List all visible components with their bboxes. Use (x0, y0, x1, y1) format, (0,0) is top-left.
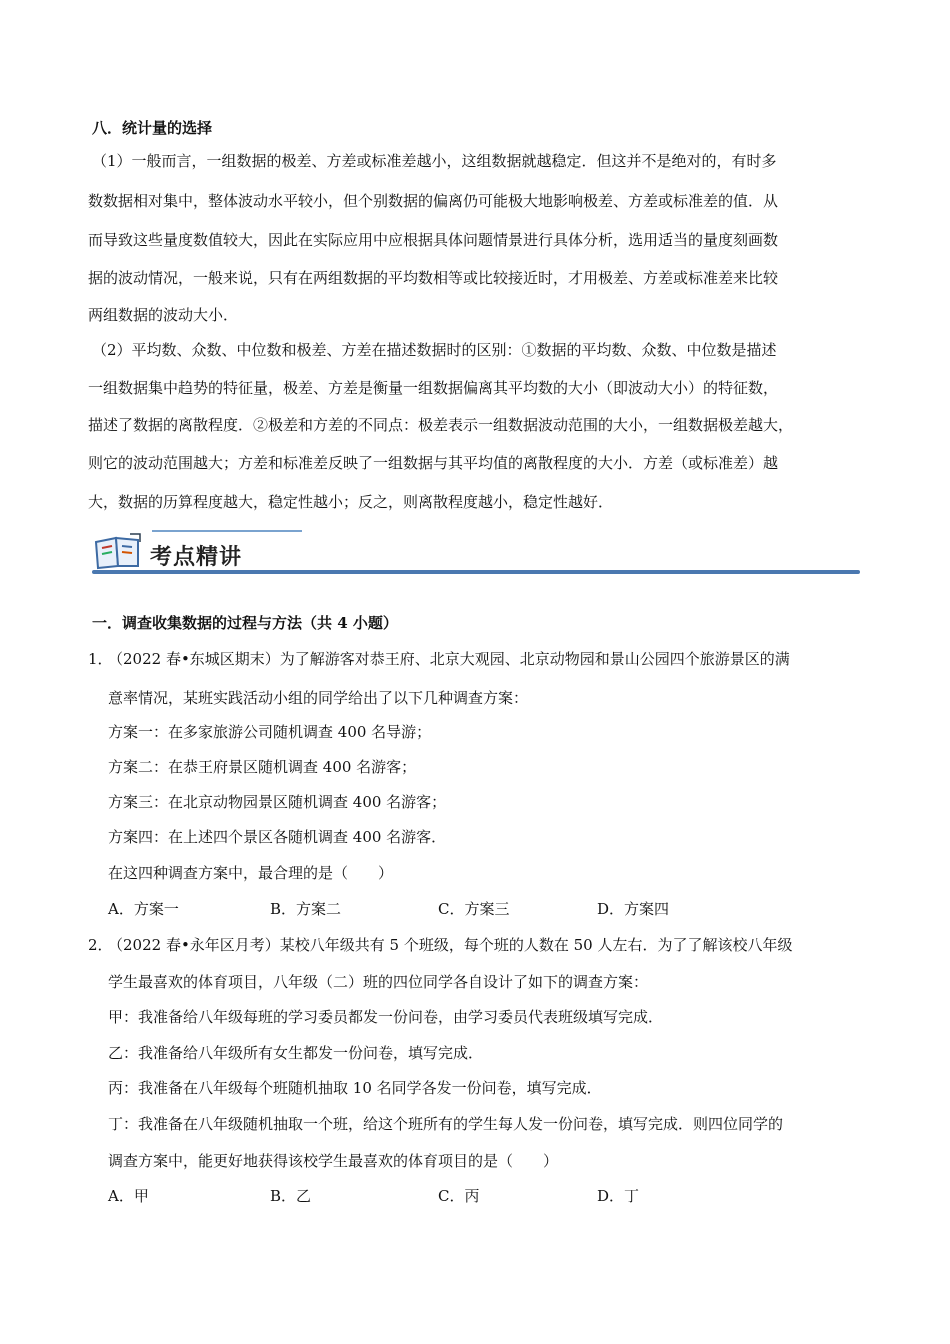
paragraph-line: 而导致这些量度数值较大，因此在实际应用中应根据具体问题情景进行具体分析，选用适当的量度刻画数 (88, 231, 779, 249)
option-c: C．丙 (438, 1187, 480, 1205)
paragraph-line: 据的波动情况，一般来说，只有在两组数据的平均数相等或比较接近时，才用极差、方差或标准差来比较 (88, 269, 779, 287)
plan-line: 方案二：在恭王府景区随机调查 400 名游客； (108, 758, 417, 776)
banner-underline (92, 570, 860, 574)
question-stem-line: （2022 春•东城区期末）为了解游客对恭王府、北京大观园、北京动物园和景山公园四个旅游景区的满 (108, 650, 790, 668)
paragraph-line: （1）一般而言，一组数据的极差、方差或标准差越小，这组数据就越稳定．但这并不是绝对的，有时多 (92, 152, 777, 170)
paragraph-line: 描述了数据的离散程度．②极差和方差的不同点：极差表示一组数据波动范围的大小，一组数据极差越大， (88, 416, 794, 434)
paragraph-line: 两组数据的波动大小． (88, 306, 239, 324)
option-b: B．乙 (270, 1187, 312, 1205)
question-prompt: 在这四种调查方案中，最合理的是（ ） (108, 864, 394, 882)
question-stem-line: 意率情况，某班实践活动小组的同学给出了以下几种调查方案： (108, 689, 529, 707)
option-a: A．甲 (108, 1187, 149, 1205)
question-number: 2． (88, 936, 113, 954)
plan-line: 甲：我准备给八年级每班的学习委员都发一份问卷，由学习委员代表班级填写完成． (108, 1008, 664, 1026)
plan-line: 乙：我准备给八年级所有女生都发一份问卷，填写完成． (108, 1044, 484, 1062)
section-banner (92, 530, 860, 580)
plan-line: 方案四：在上述四个景区各随机调查 400 名游客． (108, 828, 447, 846)
part-heading: 一．调查收集数据的过程与方法（共 4 小题） (92, 614, 398, 632)
option-a: A．方案一 (108, 900, 179, 918)
option-c: C．方案三 (438, 900, 510, 918)
plan-line: 丁：我准备在八年级随机抽取一个班，给这个班所有的学生每人发一份问卷，填写完成．则四位同学的 (108, 1115, 784, 1133)
book-icon (92, 532, 144, 570)
question-stem-line: 学生最喜欢的体育项目，八年级（二）班的四位同学各自设计了如下的调查方案： (108, 973, 649, 991)
option-b: B．方案二 (270, 900, 342, 918)
paragraph-line: 则它的波动范围越大；方差和标准差反映了一组数据与其平均值的离散程度的大小．方差（或标准差）越 (88, 454, 779, 472)
paragraph-line: 大，数据的历算程度越大，稳定性越小；反之，则离散程度越小，稳定性越好． (88, 493, 614, 511)
question-stem-line: （2022 春•永年区月考）某校八年级共有 5 个班级，每个班的人数在 50 人左右．为了了解该校八年级 (108, 936, 793, 954)
banner-top-line (152, 530, 302, 532)
plan-line: 调查方案中，能更好地获得该校学生最喜欢的体育项目的是（ ） (108, 1152, 559, 1170)
plan-line: 丙：我准备在八年级每个班随机抽取 10 名同学各发一份问卷，填写完成． (108, 1079, 602, 1097)
plan-line: 方案一：在多家旅游公司随机调查 400 名导游； (108, 723, 432, 741)
question-number: 1． (88, 650, 113, 668)
banner-title: 考点精讲 (150, 545, 243, 570)
option-d: D．丁 (597, 1187, 640, 1205)
section-heading: 八．统计量的选择 (92, 119, 213, 137)
option-d: D．方案四 (597, 900, 670, 918)
paragraph-line: 数数据相对集中，整体波动水平较小，但个别数据的偏离仍可能极大地影响极差、方差或标准差的值．从 (88, 192, 779, 210)
paragraph-line: 一组数据集中趋势的特征量，极差、方差是衡量一组数据偏离其平均数的大小（即波动大小）的特征数， (88, 379, 779, 397)
paragraph-line: （2）平均数、众数、中位数和极差、方差在描述数据时的区别：①数据的平均数、众数、中位数是描述 (92, 341, 777, 359)
plan-line: 方案三：在北京动物园景区随机调查 400 名游客； (108, 793, 447, 811)
